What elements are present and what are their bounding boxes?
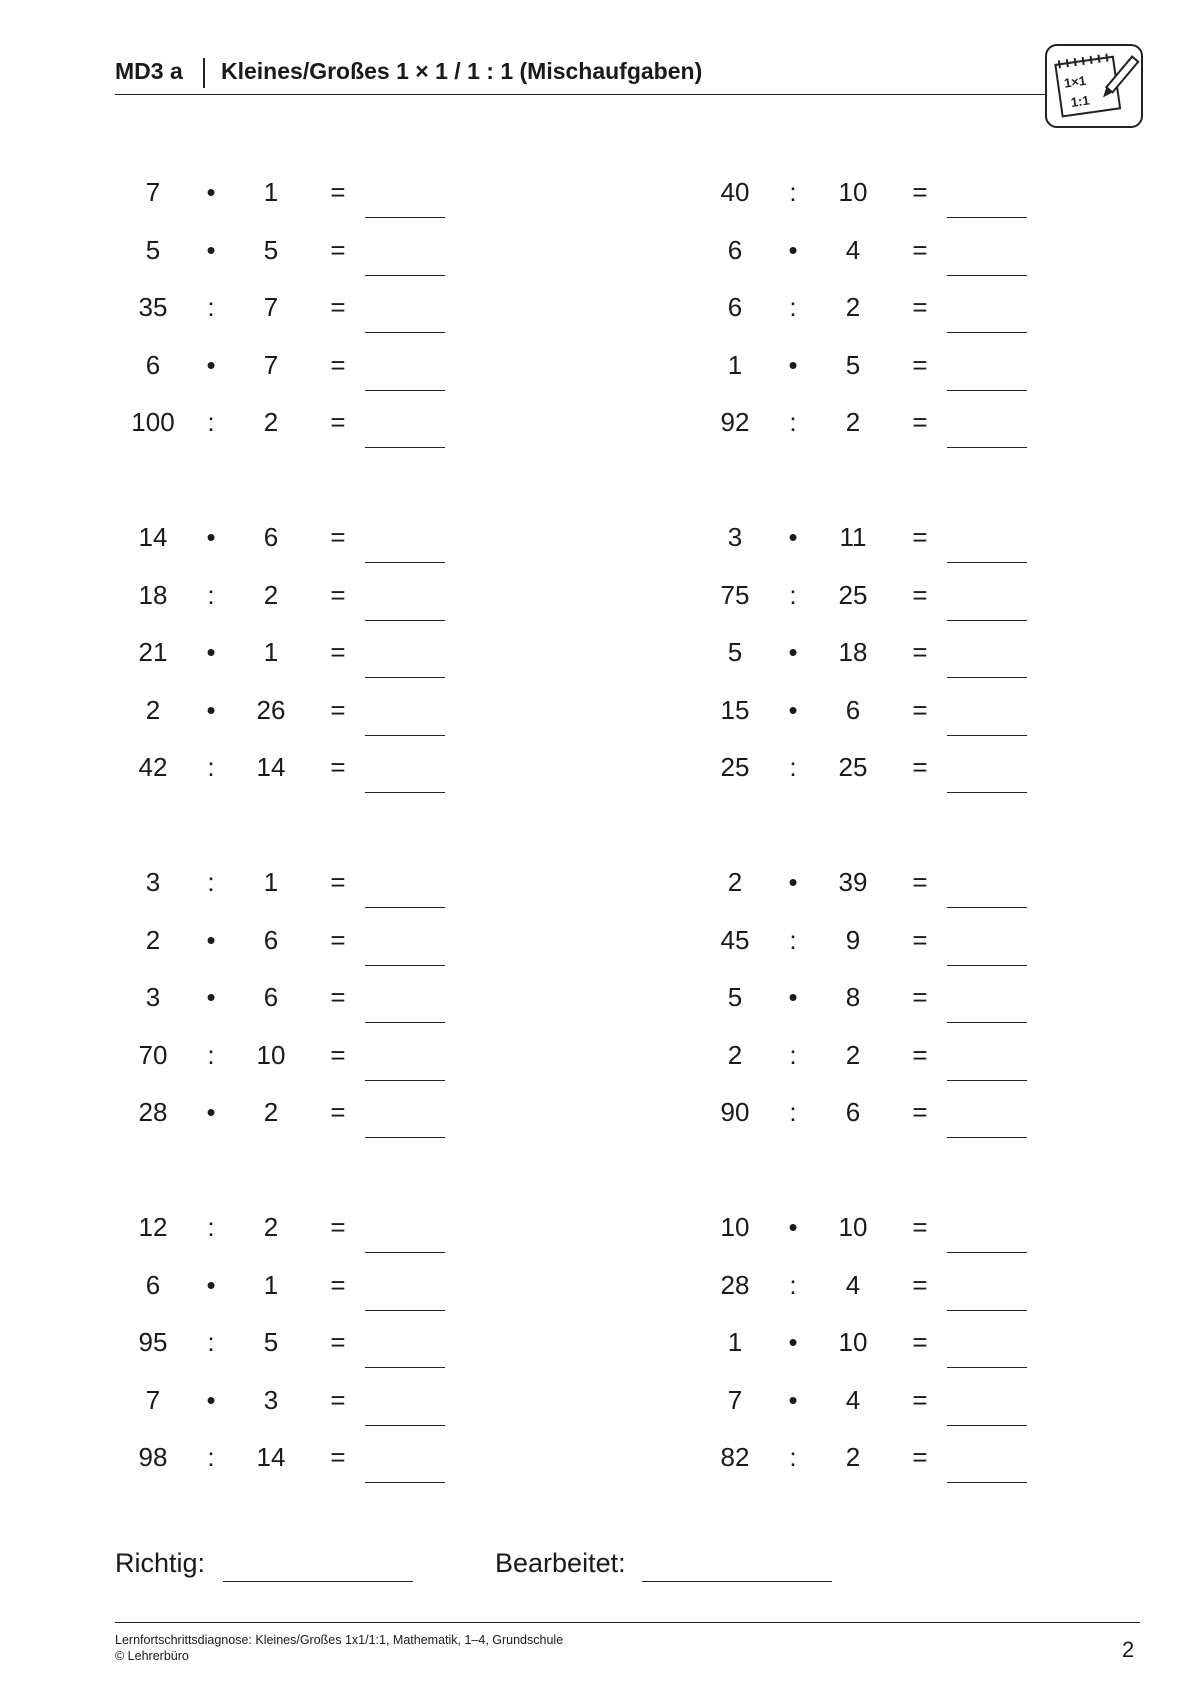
task-row	[697, 280, 1157, 338]
answer-blank[interactable]	[365, 677, 445, 678]
operator: :	[207, 1212, 215, 1242]
operand-a: 6	[727, 234, 743, 265]
footer-source: Lernfortschrittsdiagnose: Kleines/Großes 1x1/1:1, Mathematik, 1–4, Grundschule	[115, 1633, 564, 1647]
operand-b: 2	[263, 579, 279, 610]
operator: •	[788, 867, 798, 897]
answer-blank[interactable]	[365, 217, 445, 218]
equals-sign: =	[912, 867, 928, 897]
operand-b: 10	[838, 1327, 868, 1357]
operand-a: 21	[138, 637, 168, 667]
task-row	[697, 1200, 1157, 1258]
processed-label: Bearbeitet:	[495, 1548, 626, 1578]
operand-b: 14	[256, 1442, 286, 1472]
equals-sign: =	[912, 1097, 928, 1127]
operand-b: 4	[845, 1384, 861, 1415]
answer-blank[interactable]	[365, 1310, 445, 1311]
equals-sign: =	[330, 1384, 346, 1415]
operand-a: 92	[720, 407, 750, 437]
operator: •	[206, 982, 216, 1012]
task-row	[697, 855, 1157, 913]
equals-sign: =	[330, 637, 346, 667]
operator: :	[789, 177, 797, 207]
operator: •	[788, 1212, 798, 1242]
operand-b: 14	[256, 752, 286, 782]
worksheet-code: MD3 a	[115, 58, 183, 84]
operator: •	[788, 637, 798, 667]
operator: :	[207, 867, 215, 897]
answer-blank[interactable]	[365, 332, 445, 333]
operator: :	[207, 1327, 215, 1357]
operand-a: 5	[727, 637, 743, 667]
task-row	[115, 683, 575, 741]
operator: •	[206, 637, 216, 667]
equals-sign: =	[330, 982, 346, 1012]
operand-b: 6	[263, 982, 279, 1012]
task-row	[697, 625, 1157, 683]
equals-sign: =	[330, 292, 346, 322]
operator: :	[789, 1269, 797, 1300]
equals-sign: =	[330, 1327, 346, 1357]
operator: •	[788, 522, 798, 552]
operand-b: 1	[263, 867, 279, 897]
task-group	[115, 510, 575, 855]
equals-sign: =	[912, 1269, 928, 1300]
equals-sign: =	[912, 637, 928, 667]
operator: •	[788, 982, 798, 1012]
answer-blank[interactable]	[947, 1310, 1027, 1311]
task-row	[115, 338, 575, 396]
answer-blank[interactable]	[365, 792, 445, 793]
correct-answer-line[interactable]	[223, 1581, 413, 1582]
operand-b: 1	[263, 637, 279, 667]
equals-sign: =	[912, 1384, 928, 1415]
answer-blank[interactable]	[947, 620, 1027, 621]
equals-sign: =	[912, 177, 928, 207]
answer-blank[interactable]	[365, 965, 445, 966]
task-group	[115, 165, 575, 510]
task-row	[697, 683, 1157, 741]
task-row	[115, 395, 575, 453]
equals-sign: =	[330, 522, 346, 552]
operand-b: 7	[263, 292, 279, 322]
operand-a: 1	[727, 1327, 743, 1357]
equals-sign: =	[330, 1039, 346, 1070]
multiplication-table-notepad-icon	[1045, 44, 1143, 128]
operator: :	[207, 579, 215, 610]
operator: :	[789, 752, 797, 782]
answer-blank[interactable]	[947, 965, 1027, 966]
task-group	[115, 855, 575, 1200]
operator: •	[206, 694, 216, 725]
operand-a: 2	[727, 867, 743, 897]
task-row	[115, 625, 575, 683]
operand-a: 5	[145, 234, 161, 265]
operand-a: 12	[138, 1212, 168, 1242]
operand-a: 5	[727, 982, 743, 1012]
operator: :	[789, 579, 797, 610]
task-row	[115, 740, 575, 798]
answer-blank[interactable]	[365, 1425, 445, 1426]
operand-a: 45	[720, 924, 750, 955]
operand-a: 2	[145, 694, 161, 725]
answer-blank[interactable]	[947, 275, 1027, 276]
task-row	[115, 223, 575, 281]
answer-blank[interactable]	[947, 735, 1027, 736]
task-row	[697, 1373, 1157, 1431]
logo-text-mult: 1×1	[1063, 72, 1087, 91]
footer-credits	[115, 1632, 563, 1664]
answer-blank[interactable]	[365, 1137, 445, 1138]
operand-b: 11	[839, 522, 867, 552]
operator: •	[206, 924, 216, 955]
operand-a: 14	[138, 522, 168, 552]
operator: •	[206, 177, 216, 207]
operand-a: 98	[138, 1442, 168, 1472]
operand-a: 3	[145, 982, 161, 1012]
equals-sign: =	[330, 234, 346, 265]
operator: •	[788, 1384, 798, 1415]
processed-answer-line[interactable]	[642, 1581, 832, 1582]
operand-a: 90	[720, 1097, 750, 1127]
operand-b: 3	[263, 1384, 279, 1415]
answer-blank[interactable]	[947, 1252, 1027, 1253]
task-row	[115, 280, 575, 338]
equals-sign: =	[330, 694, 346, 725]
task-row	[697, 1430, 1157, 1488]
operand-b: 25	[838, 579, 868, 610]
answer-blank[interactable]	[365, 735, 445, 736]
operator: •	[206, 234, 216, 265]
operand-b: 7	[263, 349, 279, 380]
task-row	[697, 1085, 1157, 1143]
operator: :	[207, 752, 215, 782]
operand-a: 1	[727, 349, 743, 380]
task-group	[697, 510, 1157, 855]
task-group	[697, 855, 1157, 1200]
answer-blank[interactable]	[947, 1425, 1027, 1426]
task-row	[697, 568, 1157, 626]
operand-b: 8	[845, 982, 861, 1012]
task-row	[697, 223, 1157, 281]
equals-sign: =	[912, 694, 928, 725]
answer-blank[interactable]	[947, 332, 1027, 333]
answer-blank[interactable]	[365, 1080, 445, 1081]
task-row	[697, 1028, 1157, 1086]
operator: :	[207, 1442, 215, 1472]
operand-b: 1	[263, 1269, 279, 1300]
task-row	[115, 1315, 575, 1373]
operand-a: 40	[720, 177, 750, 207]
operator: •	[788, 234, 798, 265]
page-header	[115, 52, 1045, 95]
operator: :	[789, 924, 797, 955]
operand-b: 25	[838, 752, 868, 782]
operand-a: 6	[727, 292, 743, 322]
operand-b: 18	[838, 637, 868, 667]
operator: :	[789, 292, 797, 322]
task-column-left	[115, 165, 575, 1545]
operator: :	[789, 1097, 797, 1127]
answer-blank[interactable]	[365, 1367, 445, 1368]
task-row	[115, 1430, 575, 1488]
operator: :	[789, 1442, 797, 1472]
operand-a: 2	[145, 924, 161, 955]
task-row	[115, 1085, 575, 1143]
operand-b: 1	[263, 177, 279, 207]
task-row	[115, 1373, 575, 1431]
operator: •	[788, 694, 798, 725]
equals-sign: =	[330, 1269, 346, 1300]
equals-sign: =	[330, 407, 346, 437]
task-row	[697, 970, 1157, 1028]
task-row	[115, 970, 575, 1028]
operand-b: 5	[845, 349, 861, 380]
operand-b: 5	[263, 1327, 279, 1357]
answer-blank[interactable]	[365, 1252, 445, 1253]
answer-blank[interactable]	[947, 217, 1027, 218]
equals-sign: =	[912, 349, 928, 380]
answer-blank[interactable]	[365, 1022, 445, 1023]
equals-sign: =	[330, 579, 346, 610]
operand-b: 6	[263, 522, 279, 552]
operand-b: 2	[845, 1039, 861, 1070]
operand-a: 3	[145, 867, 161, 897]
answer-blank[interactable]	[365, 562, 445, 563]
equals-sign: =	[330, 1212, 346, 1242]
operand-a: 28	[138, 1097, 168, 1127]
equals-sign: =	[912, 924, 928, 955]
task-row	[697, 913, 1157, 971]
answer-blank[interactable]	[947, 1022, 1027, 1023]
operator: :	[789, 1039, 797, 1070]
operand-b: 4	[845, 234, 861, 265]
task-row	[697, 338, 1157, 396]
operand-a: 2	[727, 1039, 743, 1070]
operand-b: 10	[838, 1212, 868, 1242]
operand-a: 75	[720, 579, 750, 610]
operand-a: 7	[145, 1384, 161, 1415]
task-row	[115, 1258, 575, 1316]
operand-b: 5	[263, 234, 279, 265]
footer-rule	[115, 1622, 1140, 1623]
task-row	[697, 395, 1157, 453]
operand-a: 3	[727, 522, 743, 552]
answer-blank[interactable]	[947, 907, 1027, 908]
task-row	[115, 913, 575, 971]
operator: •	[788, 349, 798, 380]
answer-blank[interactable]	[947, 562, 1027, 563]
equals-sign: =	[912, 407, 928, 437]
task-column-right	[697, 165, 1157, 1545]
equals-sign: =	[330, 349, 346, 380]
operand-a: 35	[138, 292, 168, 322]
equals-sign: =	[330, 1097, 346, 1127]
task-row	[115, 1028, 575, 1086]
equals-sign: =	[912, 1442, 928, 1472]
answer-blank[interactable]	[947, 1080, 1027, 1081]
equals-sign: =	[330, 1442, 346, 1472]
operator: •	[206, 1269, 216, 1300]
operand-b: 2	[845, 407, 861, 437]
operand-b: 9	[845, 924, 861, 955]
operand-b: 2	[263, 1097, 279, 1127]
operand-b: 6	[845, 694, 861, 725]
operator: •	[788, 1327, 798, 1357]
operand-a: 7	[145, 177, 161, 207]
task-row	[697, 1315, 1157, 1373]
operand-a: 95	[138, 1327, 168, 1357]
operator: :	[789, 407, 797, 437]
operand-b: 10	[838, 177, 868, 207]
equals-sign: =	[912, 1327, 928, 1357]
operand-b: 2	[263, 407, 279, 437]
answer-blank[interactable]	[947, 792, 1027, 793]
operand-a: 15	[720, 694, 750, 725]
equals-sign: =	[912, 579, 928, 610]
task-row	[115, 855, 575, 913]
equals-sign: =	[912, 752, 928, 782]
operator: •	[206, 349, 216, 380]
task-row	[115, 165, 575, 223]
equals-sign: =	[330, 867, 346, 897]
operator: :	[207, 1039, 215, 1070]
equals-sign: =	[912, 234, 928, 265]
answer-blank[interactable]	[365, 275, 445, 276]
task-row	[115, 1200, 575, 1258]
correct-label: Richtig:	[115, 1548, 206, 1578]
task-row	[115, 510, 575, 568]
equals-sign: =	[912, 1212, 928, 1242]
operand-a: 6	[145, 1269, 161, 1300]
operand-a: 6	[145, 349, 161, 380]
operand-a: 10	[720, 1212, 750, 1242]
answer-blank[interactable]	[947, 1367, 1027, 1368]
equals-sign: =	[330, 177, 346, 207]
task-row	[697, 165, 1157, 223]
operator: :	[207, 407, 215, 437]
operator: :	[207, 292, 215, 322]
task-group	[697, 1200, 1157, 1545]
operand-b: 2	[845, 292, 861, 322]
equals-sign: =	[912, 1039, 928, 1070]
operand-b: 39	[838, 867, 868, 897]
operand-a: 100	[131, 407, 175, 437]
equals-sign: =	[912, 292, 928, 322]
footer-copyright: © Lehrerbüro	[115, 1649, 189, 1663]
answer-blank[interactable]	[365, 1482, 445, 1483]
worksheet-title: Kleines/Großes 1 × 1 / 1 : 1 (Mischaufgaben)	[221, 58, 703, 84]
operand-b: 6	[845, 1097, 861, 1127]
operator: •	[206, 1097, 216, 1127]
task-row	[115, 568, 575, 626]
answer-blank[interactable]	[365, 447, 445, 448]
page-number: 2	[1122, 1637, 1135, 1662]
answer-blank[interactable]	[365, 620, 445, 621]
operand-a: 28	[720, 1269, 750, 1300]
answer-blank[interactable]	[365, 390, 445, 391]
operand-b: 6	[263, 924, 279, 955]
operand-b: 2	[845, 1442, 861, 1472]
operand-b: 4	[845, 1269, 861, 1300]
task-row	[697, 1258, 1157, 1316]
operand-b: 26	[256, 694, 286, 725]
logo-text-div: 1:1	[1069, 92, 1091, 111]
operand-a: 42	[138, 752, 168, 782]
equals-sign: =	[912, 982, 928, 1012]
task-row	[697, 510, 1157, 568]
operand-a: 25	[720, 752, 750, 782]
operator: •	[206, 1384, 216, 1415]
operand-a: 70	[138, 1039, 168, 1070]
equals-sign: =	[330, 924, 346, 955]
answer-blank[interactable]	[947, 1482, 1027, 1483]
operand-b: 2	[263, 1212, 279, 1242]
operand-b: 10	[256, 1039, 286, 1070]
operand-a: 7	[727, 1384, 743, 1415]
operand-a: 18	[138, 579, 168, 610]
task-group	[115, 1200, 575, 1545]
task-row	[697, 740, 1157, 798]
answer-blank[interactable]	[947, 390, 1027, 391]
answer-blank[interactable]	[947, 1137, 1027, 1138]
task-group	[697, 165, 1157, 510]
answer-blank[interactable]	[947, 677, 1027, 678]
header-separator	[203, 58, 205, 88]
equals-sign: =	[330, 752, 346, 782]
answer-blank[interactable]	[365, 907, 445, 908]
equals-sign: =	[912, 522, 928, 552]
operator: •	[206, 522, 216, 552]
operand-a: 82	[720, 1442, 750, 1472]
answer-blank[interactable]	[947, 447, 1027, 448]
